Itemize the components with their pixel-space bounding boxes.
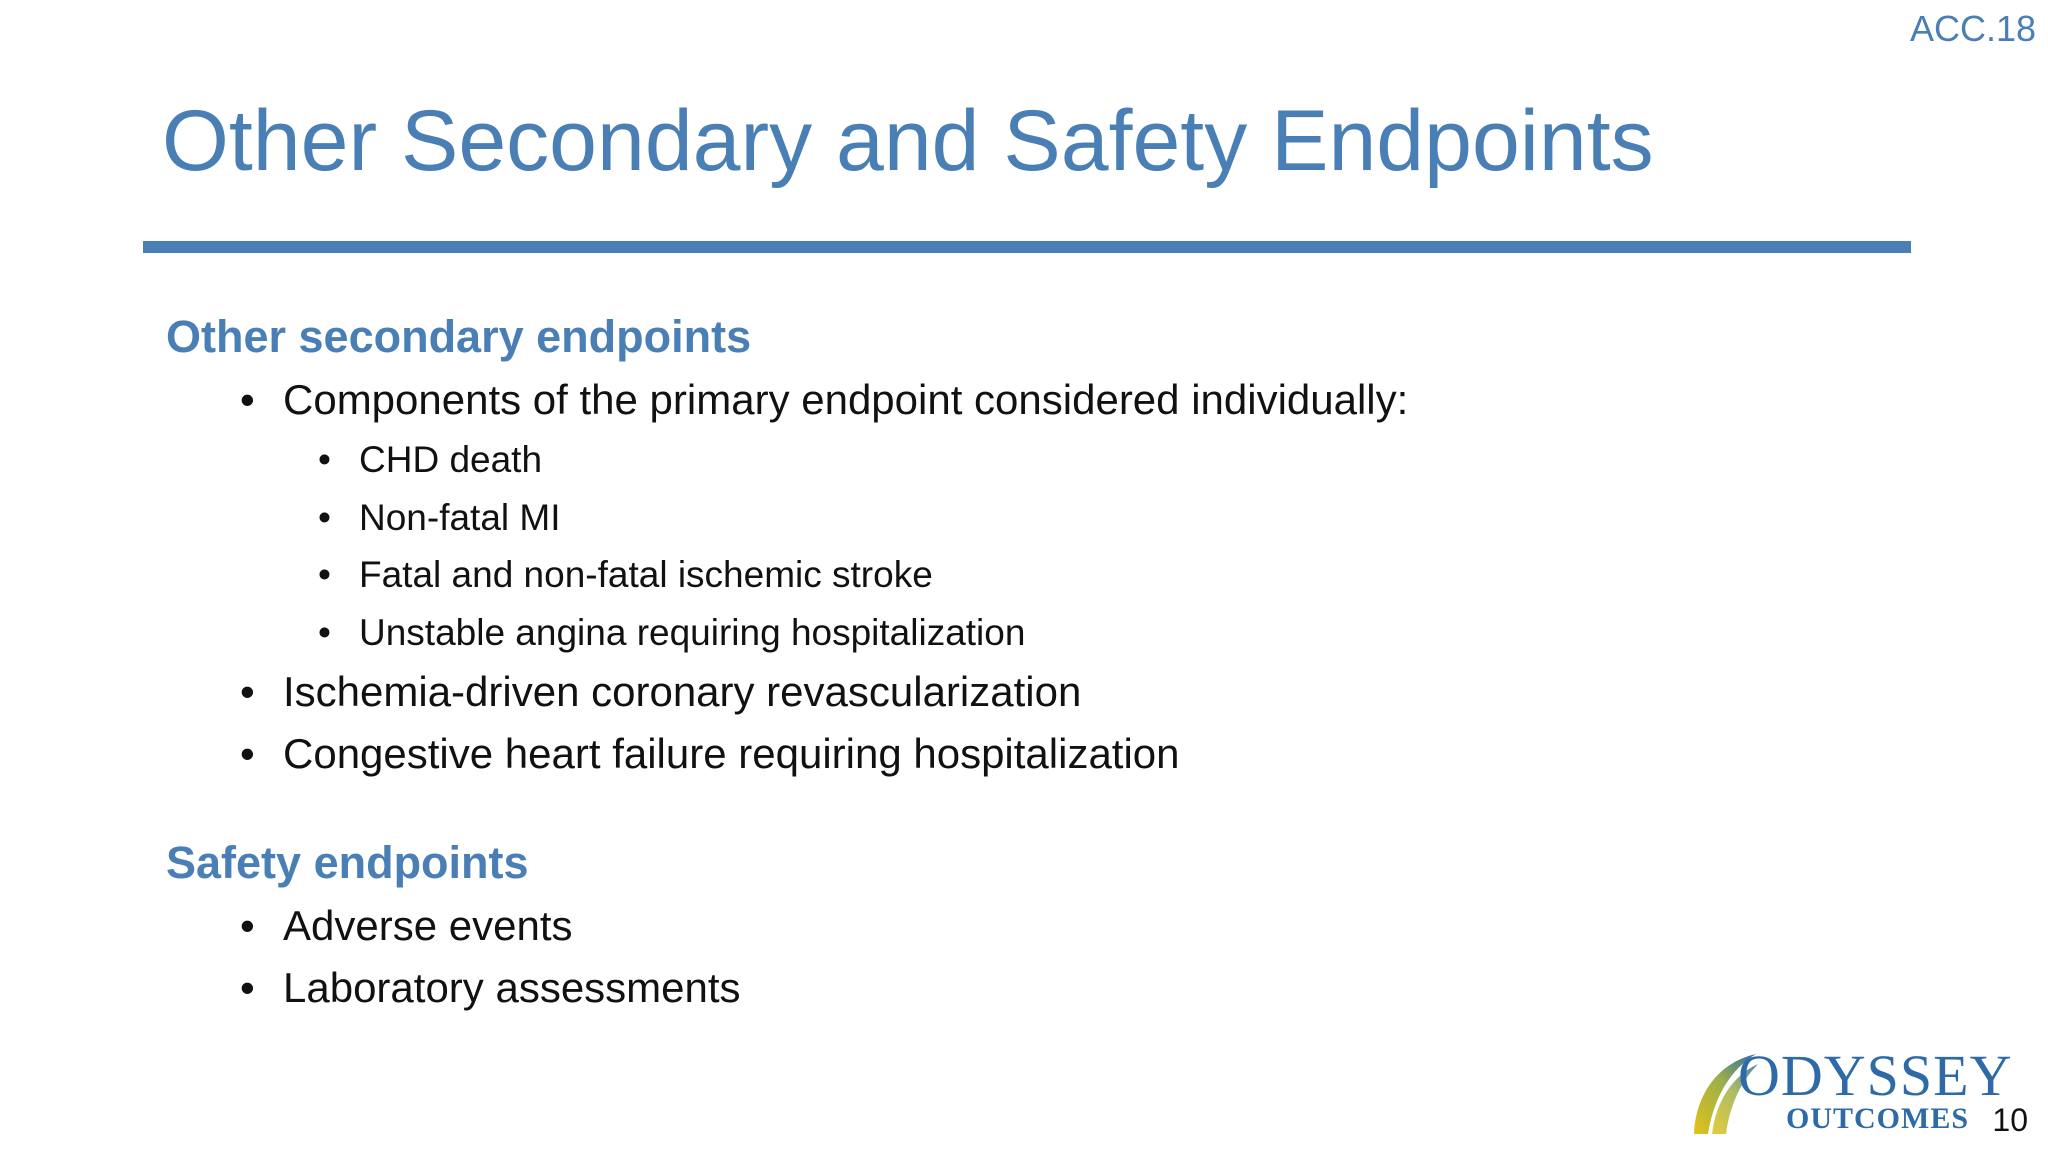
bullet-icon: •	[318, 496, 331, 538]
bullet-icon: •	[240, 902, 255, 949]
sub-list-item	[166, 604, 1866, 662]
slide-title: Other Secondary and Safety Endpoints	[162, 93, 1654, 189]
bullet-icon: •	[318, 554, 331, 595]
bullet-icon: •	[240, 730, 255, 777]
sub-list-item	[166, 431, 1866, 489]
bullet-icon: •	[318, 439, 331, 480]
list-item	[166, 723, 1866, 785]
list-item-text: Congestive heart failure requiring hospitalization	[283, 730, 1180, 777]
secondary-endpoints-list	[166, 369, 1866, 785]
bullet-icon: •	[240, 376, 255, 423]
sub-list-item	[166, 489, 1866, 547]
sub-list-item-text: CHD death	[359, 439, 543, 480]
sub-list-item-text: Unstable angina requiring hospitalization	[359, 611, 1026, 653]
section-spacer	[166, 785, 1866, 831]
page-number: 10	[1992, 1102, 2028, 1138]
list-item-text: Laboratory assessments	[283, 964, 741, 1011]
logo-wordmark-top: ODYSSEY	[1738, 1043, 2013, 1108]
section-heading-safety: Safety endpoints	[166, 837, 529, 888]
bullet-icon: •	[240, 668, 255, 715]
list-item-text: Components of the primary endpoint considered individually:	[283, 376, 1409, 423]
safety-endpoints-list	[166, 895, 1866, 1019]
title-divider	[143, 241, 1911, 253]
logo-wordmark-bottom: OUTCOMES	[1786, 1102, 1970, 1135]
bullet-icon: •	[240, 964, 255, 1011]
conference-tag: ACC.18	[1909, 8, 2036, 49]
list-item	[166, 661, 1866, 723]
sub-list-item-text: Non-fatal MI	[359, 496, 561, 538]
list-item-text: Adverse events	[283, 902, 573, 949]
list-item	[166, 369, 1866, 431]
list-item	[166, 895, 1866, 957]
sub-list-item-text: Fatal and non-fatal ischemic stroke	[359, 554, 933, 595]
slide-content	[166, 305, 1866, 1019]
section-heading-secondary: Other secondary endpoints	[166, 311, 752, 362]
sub-list-item	[166, 546, 1866, 604]
list-item	[166, 957, 1866, 1019]
list-item-text: Ischemia-driven coronary revascularization	[283, 668, 1082, 715]
bullet-icon: •	[318, 611, 331, 653]
